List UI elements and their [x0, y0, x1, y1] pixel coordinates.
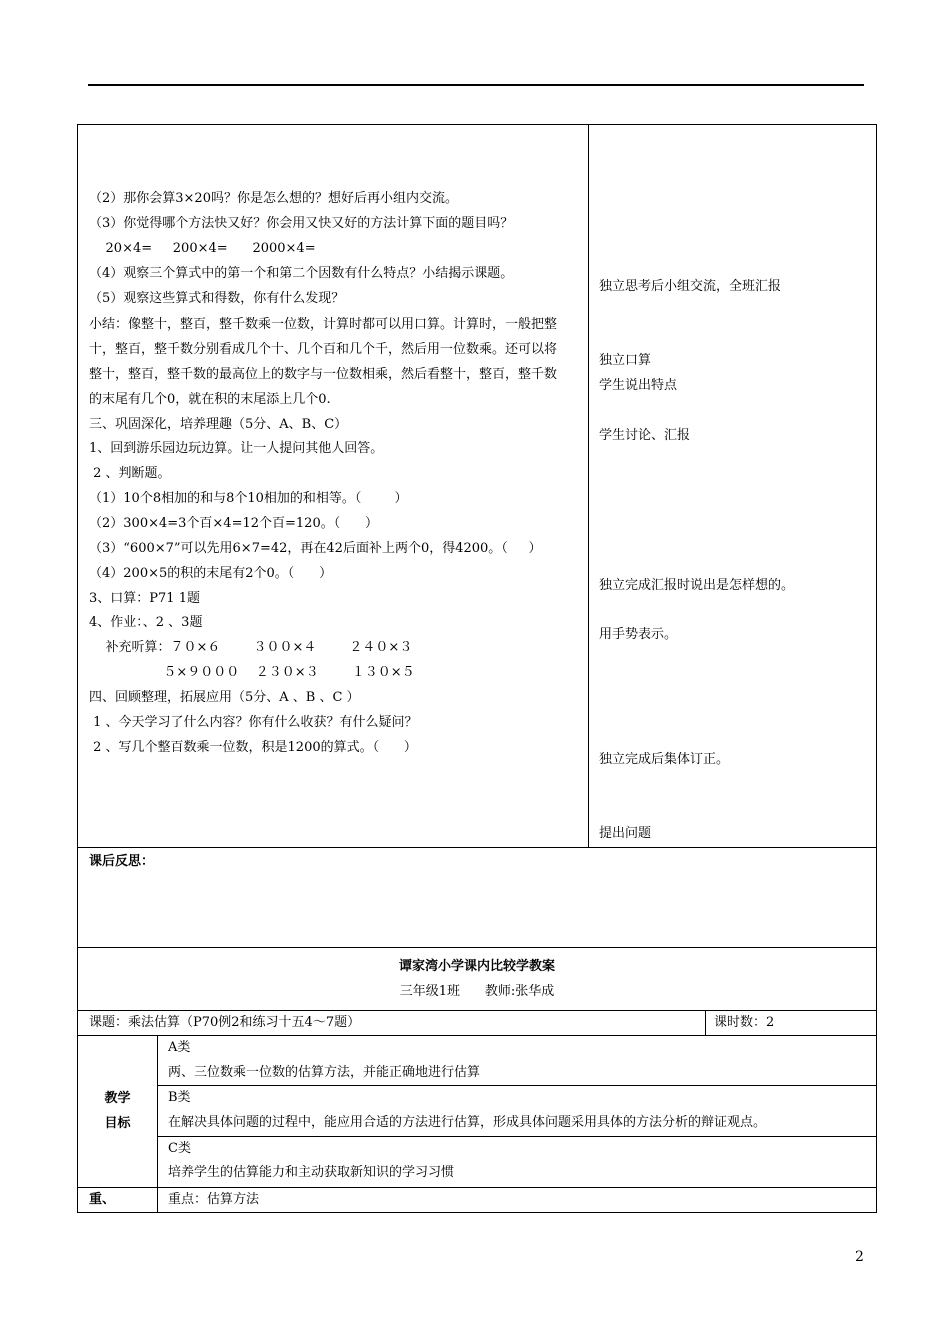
- process-line: 四、回顾整理，拓展应用（5分、A 、B 、C ）: [89, 690, 360, 705]
- goal-c-text: 培养学生的估算能力和主动获取新知识的学习习惯: [168, 1165, 455, 1180]
- reflection-cell: [77, 847, 877, 948]
- activity-note: 独立完成汇报时说出是怎样想的。: [599, 578, 795, 593]
- periods-text: 课时数：2: [714, 1015, 775, 1030]
- activity-note: 学生讨论、汇报: [599, 428, 691, 443]
- process-line: 4、作业：、2 、3题: [89, 615, 203, 630]
- activity-note: 学生说出特点: [599, 378, 678, 393]
- header-rule: [88, 84, 864, 86]
- goals-label-cell: [77, 1035, 158, 1188]
- process-line: （2）那你会算3×20吗？你是怎么想的？想好后再小组内交流。: [89, 191, 458, 206]
- process-line: 2 、判断题。: [89, 466, 171, 481]
- process-line: （4）观察三个算式中的第一个和第二个因数有什么特点？小结揭示课题。: [89, 266, 514, 281]
- process-line: （2）300×4=3个百×4=12个百=120。（ ）: [89, 516, 379, 531]
- goal-b-category: B类: [168, 1090, 191, 1105]
- process-line: （5）观察这些算式和得数，你有什么发现？: [89, 291, 345, 306]
- key-label: 重、: [89, 1192, 116, 1207]
- goal-a-text: 两、三位数乘一位数的估算方法，并能正确地进行估算: [168, 1065, 481, 1080]
- process-line: 三、巩固深化，培养理趣（5分、A、B、C）: [89, 417, 348, 432]
- goal-a-category: A类: [168, 1040, 191, 1055]
- process-line: 2 、写几个整百数乘一位数，积是1200的算式。（ ）: [89, 740, 417, 755]
- activity-note: 独立思考后小组交流，全班汇报: [599, 279, 782, 294]
- class-teacher-line: 三年级1班 教师:张华成: [399, 984, 555, 999]
- process-line: 整十，整百，整千数的最高位上的数字与一位数相乘，然后看整十，整百，整千数: [89, 367, 558, 382]
- process-line: （3）“600×7”可以先用6×7=42，再在42后面补上两个0，得4200。（ ）: [89, 541, 542, 556]
- process-line: （3）你觉得哪个方法快又好？你会用又快又好的方法计算下面的题目吗？: [89, 216, 514, 231]
- key-point-text: 重点：估算方法: [168, 1192, 260, 1207]
- process-line: 1 、今天学习了什么内容？你有什么收获？有什么疑问？: [89, 715, 418, 730]
- activity-note: 独立口算: [599, 353, 652, 368]
- goal-c-category: C类: [168, 1141, 191, 1156]
- activity-note: 用手势表示。: [599, 627, 678, 642]
- process-line: 3、口算：P71 1题: [89, 591, 200, 606]
- process-line: （4）200×5的积的末尾有2个0。（ ）: [89, 566, 333, 581]
- activity-note: 独立完成后集体订正。: [599, 752, 730, 767]
- process-line: 20×4= 200×4= 2000×4=: [89, 241, 316, 256]
- process-line: ５×９０００ ２３０×３ １３０×５: [89, 665, 415, 680]
- reflection-label: 课后反思：: [89, 854, 155, 869]
- key-point-cell: [157, 1187, 877, 1213]
- process-line: 1、回到游乐园边玩边算。让一人提问其他人回答。: [89, 441, 384, 456]
- goal-b-text: 在解决具体问题的过程中，能应用合适的方法进行估算，形成具体问题采用具体的方法分析的辩证观点。: [168, 1115, 767, 1130]
- goals-label-line-2: 目标: [104, 1116, 131, 1131]
- plan-header-cell: [77, 947, 877, 1011]
- process-line: 的末尾有几个0，就在积的末尾添上几个0.: [89, 392, 331, 407]
- column-divider: [588, 124, 589, 848]
- process-line: 小结：像整十，整百，整千数乘一位数，计算时都可以用口算。计算时，一般把整: [89, 317, 558, 332]
- plan-title: 谭家湾小学课内比较学教案: [398, 959, 555, 974]
- process-line: 十，整百，整千数分别看成几个十、几个百和几个千，然后用一位数乘。还可以将: [89, 342, 558, 357]
- process-line: 补充听算：７０×６ ３００×４ ２４０×３: [89, 640, 413, 655]
- topic-text: 课题：乘法估算（P70例2和练习十五4～7题）: [89, 1015, 361, 1030]
- goals-label-line-1: 教学: [104, 1091, 131, 1106]
- page-number: 2: [855, 1249, 864, 1265]
- process-line: （1）10个8相加的和与8个10相加的和相等。（ ）: [89, 491, 408, 506]
- activity-note: 提出问题: [599, 826, 652, 841]
